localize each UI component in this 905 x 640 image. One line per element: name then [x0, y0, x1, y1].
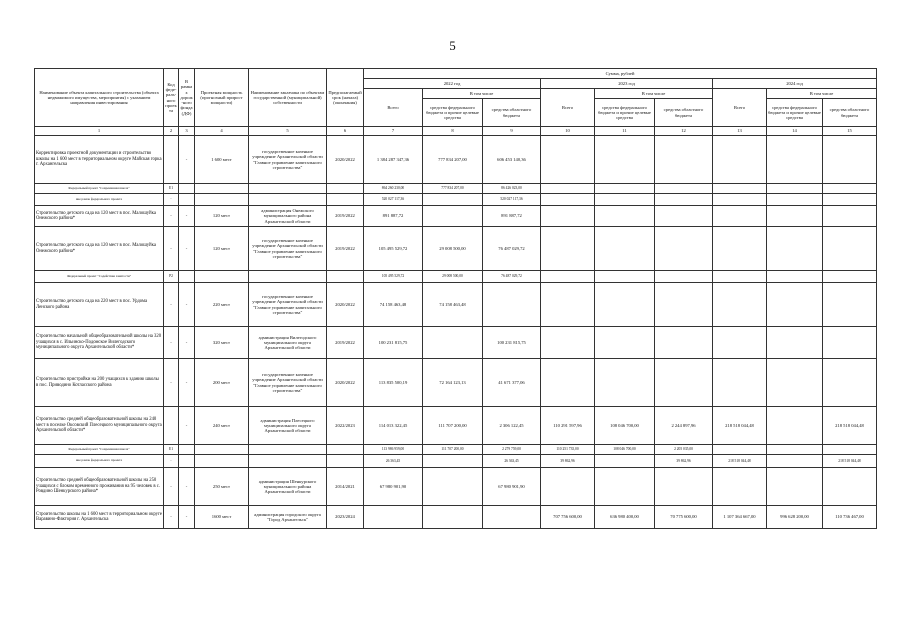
cell-df: - — [179, 206, 195, 227]
cell-r23: 70 775 600,00 — [655, 506, 713, 529]
cell-r24: 218 518 044,48 — [823, 455, 877, 468]
cell-t24 — [713, 327, 767, 359]
cell-code — [164, 136, 179, 184]
table-row — [35, 283, 877, 327]
cell-period: 2020/2022 — [327, 136, 364, 184]
cell-r22: 86 426 023,00 — [483, 184, 541, 194]
cell-f22: 29 008 500,00 — [423, 227, 483, 271]
col-number: 1 — [35, 127, 164, 136]
cell-f23 — [595, 136, 655, 184]
cell-df: - — [179, 227, 195, 271]
cell-t24 — [713, 359, 767, 407]
cell-r24 — [823, 359, 877, 407]
header-reg-2023: средства областного бюджета — [655, 99, 713, 127]
col-number: 11 — [595, 127, 655, 136]
cell-t22: 520 027 117,36 — [364, 194, 423, 206]
cell-f22 — [423, 206, 483, 227]
header-period: Предполагаемый срок (начала) (окончания) — [327, 69, 364, 127]
cell-name: Федеральный проект "Содействие занятости" — [35, 271, 164, 283]
header-total-2024: Всего — [713, 89, 767, 127]
cell-t23 — [541, 184, 595, 194]
header-df: В рамках дорож-ного фонда (ДФ) — [179, 69, 195, 127]
cell-cust — [249, 194, 327, 206]
cell-f22 — [423, 194, 483, 206]
cell-f23 — [595, 359, 655, 407]
cell-t23 — [541, 283, 595, 327]
cell-r24 — [823, 327, 877, 359]
cell-t22: 105 495 529,72 — [364, 227, 423, 271]
table-row — [35, 227, 877, 271]
cell-code: - — [164, 455, 179, 468]
cell-cap — [195, 445, 249, 455]
cell-cust: администрация Вилегодского муниципального округа Архангельской области — [249, 327, 327, 359]
cell-f23 — [595, 194, 655, 206]
cell-cap: 120 мест — [195, 227, 249, 271]
cell-name: Федеральный проект "Современная школа" — [35, 184, 164, 194]
cell-code: - — [164, 468, 179, 506]
col-number: 4 — [195, 127, 249, 136]
cell-period — [327, 194, 364, 206]
cell-t22: 1 384 287 347,36 — [364, 136, 423, 184]
cell-f24 — [767, 194, 823, 206]
cell-t24 — [713, 445, 767, 455]
cell-period — [327, 455, 364, 468]
cell-name: вне рамок федерального проекта — [35, 194, 164, 206]
cell-cust: администрация городского округа "Город Архангельск" — [249, 506, 327, 529]
cell-r24 — [823, 194, 877, 206]
cell-name: Строительство начальной общеобразовательной школы на 320 учащихся в с. Ильинско-Подомское Вилегодского муниципального округа Архангельской области* — [35, 327, 164, 359]
cell-r22: 520 027 117,36 — [483, 194, 541, 206]
cell-t22: 74 158 463,48 — [364, 283, 423, 327]
cell-r22: 606 453 140,36 — [483, 136, 541, 184]
cell-cap — [195, 184, 249, 194]
cell-cap: 250 мест — [195, 468, 249, 506]
cell-cust: администрация Шенкурского муниципального района Архангельской области — [249, 468, 327, 506]
cell-period: 2019/2022 — [327, 327, 364, 359]
cell-code: E1 — [164, 445, 179, 455]
col-number: 9 — [483, 127, 541, 136]
col-number: 12 — [655, 127, 713, 136]
cell-code: - — [164, 283, 179, 327]
cell-t24: 218 518 044,48 — [713, 407, 767, 445]
col-number: 10 — [541, 127, 595, 136]
cell-r22 — [483, 506, 541, 529]
cell-period: 2019/2022 — [327, 206, 364, 227]
cell-t22: 26 363,45 — [364, 455, 423, 468]
cell-t24 — [713, 227, 767, 271]
header-fed-2024: средства федерального бюджета и прочие целевые средства — [767, 99, 823, 127]
cell-r22: 26 363,45 — [483, 455, 541, 468]
cell-f24 — [767, 136, 823, 184]
header-total-2023: Всего — [541, 89, 595, 127]
cell-name: Строительство детского сада на 120 мест в пос. Малошуйка Онежского района* — [35, 227, 164, 271]
cell-f23 — [595, 468, 655, 506]
cell-f24: 996 628 200,00 — [767, 506, 823, 529]
cell-r22: 76 487 029,72 — [483, 227, 541, 271]
cell-f23 — [595, 455, 655, 468]
cell-df — [179, 445, 195, 455]
cell-r23 — [655, 184, 713, 194]
cell-name: Корректировка проектной документации и строительство школы на 1 600 мест в территориальном округе Майская горка г. Архангельска — [35, 136, 164, 184]
cell-t24 — [713, 271, 767, 283]
cell-period — [327, 184, 364, 194]
col-number: 14 — [767, 127, 823, 136]
cell-r23 — [655, 227, 713, 271]
col-number: 6 — [327, 127, 364, 136]
cell-f24 — [767, 327, 823, 359]
cell-f24 — [767, 359, 823, 407]
cell-r23: 2 244 897,96 — [655, 407, 713, 445]
cell-name: Строительство детского сада на 220 мест в пос. Урдома Ленского района — [35, 283, 164, 327]
cell-r24: 218 518 044,48 — [823, 407, 877, 445]
cell-t23 — [541, 359, 595, 407]
cell-df — [179, 184, 195, 194]
cell-t24 — [713, 206, 767, 227]
cell-cap: 220 мест — [195, 283, 249, 327]
cell-r22 — [483, 283, 541, 327]
cell-df — [179, 194, 195, 206]
cell-t23 — [541, 194, 595, 206]
header-capacity: Проектная мощность (прогнозный прирост мощности) — [195, 69, 249, 127]
cell-f23 — [595, 206, 655, 227]
cell-t23 — [541, 227, 595, 271]
cell-t23: 39 862,96 — [541, 455, 595, 468]
cell-t22: 891 887,72 — [364, 206, 423, 227]
cell-df: - — [179, 283, 195, 327]
cell-df: - — [179, 136, 195, 184]
cell-r23 — [655, 194, 713, 206]
cell-name: Строительство пристройки на 200 учащихся к зданию школы в пос. Приводино Котласского района — [35, 359, 164, 407]
cell-df — [179, 271, 195, 283]
cell-t22: 114 013 322,45 — [364, 407, 423, 445]
header-code: Код феде-раль-ного проекта — [164, 69, 179, 127]
cell-code: - — [164, 227, 179, 271]
cell-t23: 707 756 600,00 — [541, 506, 595, 529]
cell-f24 — [767, 445, 823, 455]
cell-cap — [195, 194, 249, 206]
cell-f22: 74 158 463,48 — [423, 283, 483, 327]
cell-t23: 110 291 597,96 — [541, 407, 595, 445]
cell-f22 — [423, 506, 483, 529]
header-fed-2023: средства федерального бюджета и прочие целевые средства — [595, 99, 655, 127]
cell-r24 — [823, 184, 877, 194]
cell-f23 — [595, 283, 655, 327]
cell-f24 — [767, 407, 823, 445]
cell-f22: 111 707 200,00 — [423, 407, 483, 445]
cell-name: Строительство детского сада на 120 мест в пос. Малошуйка Онежского района* — [35, 206, 164, 227]
header-customer: Наименование заказчика по объектам государственной (муниципальной) собственности — [249, 69, 327, 127]
col-number: 7 — [364, 127, 423, 136]
cell-cust — [249, 271, 327, 283]
cell-f24 — [767, 283, 823, 327]
cell-period: 2020/2022 — [327, 359, 364, 407]
cell-r22: 67 980 901,90 — [483, 468, 541, 506]
page-number: 5 — [449, 38, 456, 53]
cell-cust — [249, 445, 327, 455]
col-number: 2 — [164, 127, 179, 136]
cell-f22: 777 834 207,00 — [423, 184, 483, 194]
cell-df — [179, 455, 195, 468]
cell-df: - — [179, 327, 195, 359]
cell-f22 — [423, 468, 483, 506]
cell-cust: государственное казенное учреждение Архангельской области "Главное управление капитального строительства" — [249, 283, 327, 327]
header-name: Наименование объекта капитального строительства (объекта недвижимого имущества, мероприятия) с указанием направления инвестирования — [35, 69, 164, 127]
cell-code: - — [164, 206, 179, 227]
cell-r22: 2 279 759,00 — [483, 445, 541, 455]
table-row — [35, 445, 877, 455]
cell-r24 — [823, 271, 877, 283]
cell-t24 — [713, 194, 767, 206]
table-row — [35, 184, 877, 194]
col-number: 3 — [179, 127, 195, 136]
cell-period — [327, 445, 364, 455]
cell-name: Федеральный проект "Современная школа" — [35, 445, 164, 455]
cell-cap: 320 мест — [195, 327, 249, 359]
cell-r23 — [655, 283, 713, 327]
table-row — [35, 407, 877, 445]
cell-cap: 1600 мест — [195, 506, 249, 529]
cell-t23: 110 251 735,00 — [541, 445, 595, 455]
cell-r22: 41 671 377,06 — [483, 359, 541, 407]
cell-r23: 39 862,96 — [655, 455, 713, 468]
cell-t23 — [541, 136, 595, 184]
cell-f24 — [767, 206, 823, 227]
cell-f24 — [767, 468, 823, 506]
cell-cap: 200 мест — [195, 359, 249, 407]
cell-r23 — [655, 206, 713, 227]
cell-cust: государственное казенное учреждение Архангельской области "Главное управление капитального строительства" — [249, 227, 327, 271]
cell-code — [164, 407, 179, 445]
cell-t24: 1 107 364 667,00 — [713, 506, 767, 529]
cell-f24 — [767, 227, 823, 271]
cell-cust: государственное казенное учреждение Архангельской области "Главное управление капитального строительства" — [249, 136, 327, 184]
cell-name: Строительство средней общеобразовательной школы на 250 учащихся с блоком временного проживания на 95 человек в с. Ровдино Шенкурского района* — [35, 468, 164, 506]
cell-t24: 218 518 044,48 — [713, 455, 767, 468]
header-reg-2022: средства областного бюджета — [483, 99, 541, 127]
col-number: 5 — [249, 127, 327, 136]
header-year-2024: 2024 год — [713, 79, 877, 89]
cell-t22: 100 231 815,75 — [364, 327, 423, 359]
cell-code: E1 — [164, 184, 179, 194]
cell-f23: 636 980 400,00 — [595, 506, 655, 529]
cell-f24 — [767, 455, 823, 468]
cell-r23 — [655, 136, 713, 184]
cell-cust: администрация Плесецкого муниципального округа Архангельской области — [249, 407, 327, 445]
cell-period — [327, 271, 364, 283]
cell-df: - — [179, 506, 195, 529]
table-row — [35, 506, 877, 529]
cell-f22: 777 834 207,00 — [423, 136, 483, 184]
header-incl-2024: В том числе — [767, 89, 877, 99]
table-row — [35, 271, 877, 283]
cell-f22 — [423, 455, 483, 468]
investment-table — [34, 68, 877, 529]
cell-r24 — [823, 206, 877, 227]
cell-period: 2022/2023 — [327, 407, 364, 445]
col-number: 13 — [713, 127, 767, 136]
cell-cap: 120 мест — [195, 206, 249, 227]
cell-t22: 113 986 959,00 — [364, 445, 423, 455]
cell-r22: 2 306 122,45 — [483, 407, 541, 445]
cell-f23 — [595, 271, 655, 283]
col-number: 8 — [423, 127, 483, 136]
cell-period: 2023/2024 — [327, 506, 364, 529]
cell-period: 2020/2022 — [327, 283, 364, 327]
cell-df: - — [179, 468, 195, 506]
header-year-2022: 2022 год — [364, 79, 541, 89]
table-row — [35, 359, 877, 407]
cell-name: вне рамок федерального проекта — [35, 455, 164, 468]
cell-r22: 100 231 815,75 — [483, 327, 541, 359]
cell-r23: 2 205 035,00 — [655, 445, 713, 455]
cell-f23: 108 046 700,00 — [595, 407, 655, 445]
cell-t22: 864 260 230,00 — [364, 184, 423, 194]
table-row — [35, 194, 877, 206]
cell-r22: 891 887,72 — [483, 206, 541, 227]
cell-t23 — [541, 206, 595, 227]
cell-t23 — [541, 327, 595, 359]
cell-r24 — [823, 283, 877, 327]
cell-code: - — [164, 359, 179, 407]
cell-df: - — [179, 359, 195, 407]
cell-code: P2 — [164, 271, 179, 283]
cell-name: Строительство средней общеобразовательной школы на 240 мест в поселке Оксовский Плесецкого муниципального округа Архангельской области* — [35, 407, 164, 445]
header-total-2022: Всего — [364, 89, 423, 127]
cell-t22 — [364, 506, 423, 529]
table-row — [35, 327, 877, 359]
cell-code: - — [164, 327, 179, 359]
cell-r24 — [823, 468, 877, 506]
cell-t24 — [713, 136, 767, 184]
cell-r22: 76 487 029,72 — [483, 271, 541, 283]
cell-cap: 1 600 мест — [195, 136, 249, 184]
cell-t24 — [713, 283, 767, 327]
cell-r23 — [655, 468, 713, 506]
table-row — [35, 455, 877, 468]
cell-t22: 67 980 901,90 — [364, 468, 423, 506]
header-reg-2024: средства областного бюджета — [823, 99, 877, 127]
header-incl-2023: В том числе — [595, 89, 713, 99]
cell-f23 — [595, 227, 655, 271]
cell-period: 2019/2022 — [327, 227, 364, 271]
cell-cap — [195, 271, 249, 283]
cell-df: - — [179, 407, 195, 445]
cell-f24 — [767, 271, 823, 283]
cell-r23 — [655, 271, 713, 283]
cell-f23 — [595, 327, 655, 359]
cell-f22: 72 164 123,13 — [423, 359, 483, 407]
cell-t23 — [541, 468, 595, 506]
header-incl-2022: В том числе — [423, 89, 541, 99]
cell-r23 — [655, 327, 713, 359]
cell-cap: 240 мест — [195, 407, 249, 445]
cell-t22: 113 835 500,19 — [364, 359, 423, 407]
cell-cust — [249, 455, 327, 468]
cell-f22: 111 707 200,00 — [423, 445, 483, 455]
cell-r24 — [823, 136, 877, 184]
cell-t23 — [541, 271, 595, 283]
cell-r24 — [823, 445, 877, 455]
cell-f22 — [423, 327, 483, 359]
cell-r24: 110 736 467,00 — [823, 506, 877, 529]
cell-r24 — [823, 227, 877, 271]
cell-f23: 108 046 700,00 — [595, 445, 655, 455]
cell-cust — [249, 184, 327, 194]
cell-name: Строительство школы на 1 600 мест в территориальном округе Варавино-Фактория г. Архангельска — [35, 506, 164, 529]
table-body — [35, 136, 877, 529]
cell-r23 — [655, 359, 713, 407]
table-row — [35, 206, 877, 227]
cell-f24 — [767, 184, 823, 194]
cell-f22: 29 008 500,00 — [423, 271, 483, 283]
cell-cap — [195, 455, 249, 468]
header-fed-2022: средства федерального бюджета и прочие целевые средства — [423, 99, 483, 127]
cell-t22: 105 495 529,72 — [364, 271, 423, 283]
cell-code: - — [164, 506, 179, 529]
cell-period: 2014/2021 — [327, 468, 364, 506]
cell-f23 — [595, 184, 655, 194]
cell-cust: администрация Онежского муниципального района Архангельской области — [249, 206, 327, 227]
header-sum: Сумма, рублей — [364, 69, 877, 79]
table-row — [35, 468, 877, 506]
cell-t24 — [713, 468, 767, 506]
table-row — [35, 136, 877, 184]
cell-cust: государственное казенное учреждение Архангельской области "Главное управление капитального строительства" — [249, 359, 327, 407]
col-number: 15 — [823, 127, 877, 136]
cell-code: - — [164, 194, 179, 206]
cell-t24 — [713, 184, 767, 194]
header-year-2023: 2023 год — [541, 79, 713, 89]
